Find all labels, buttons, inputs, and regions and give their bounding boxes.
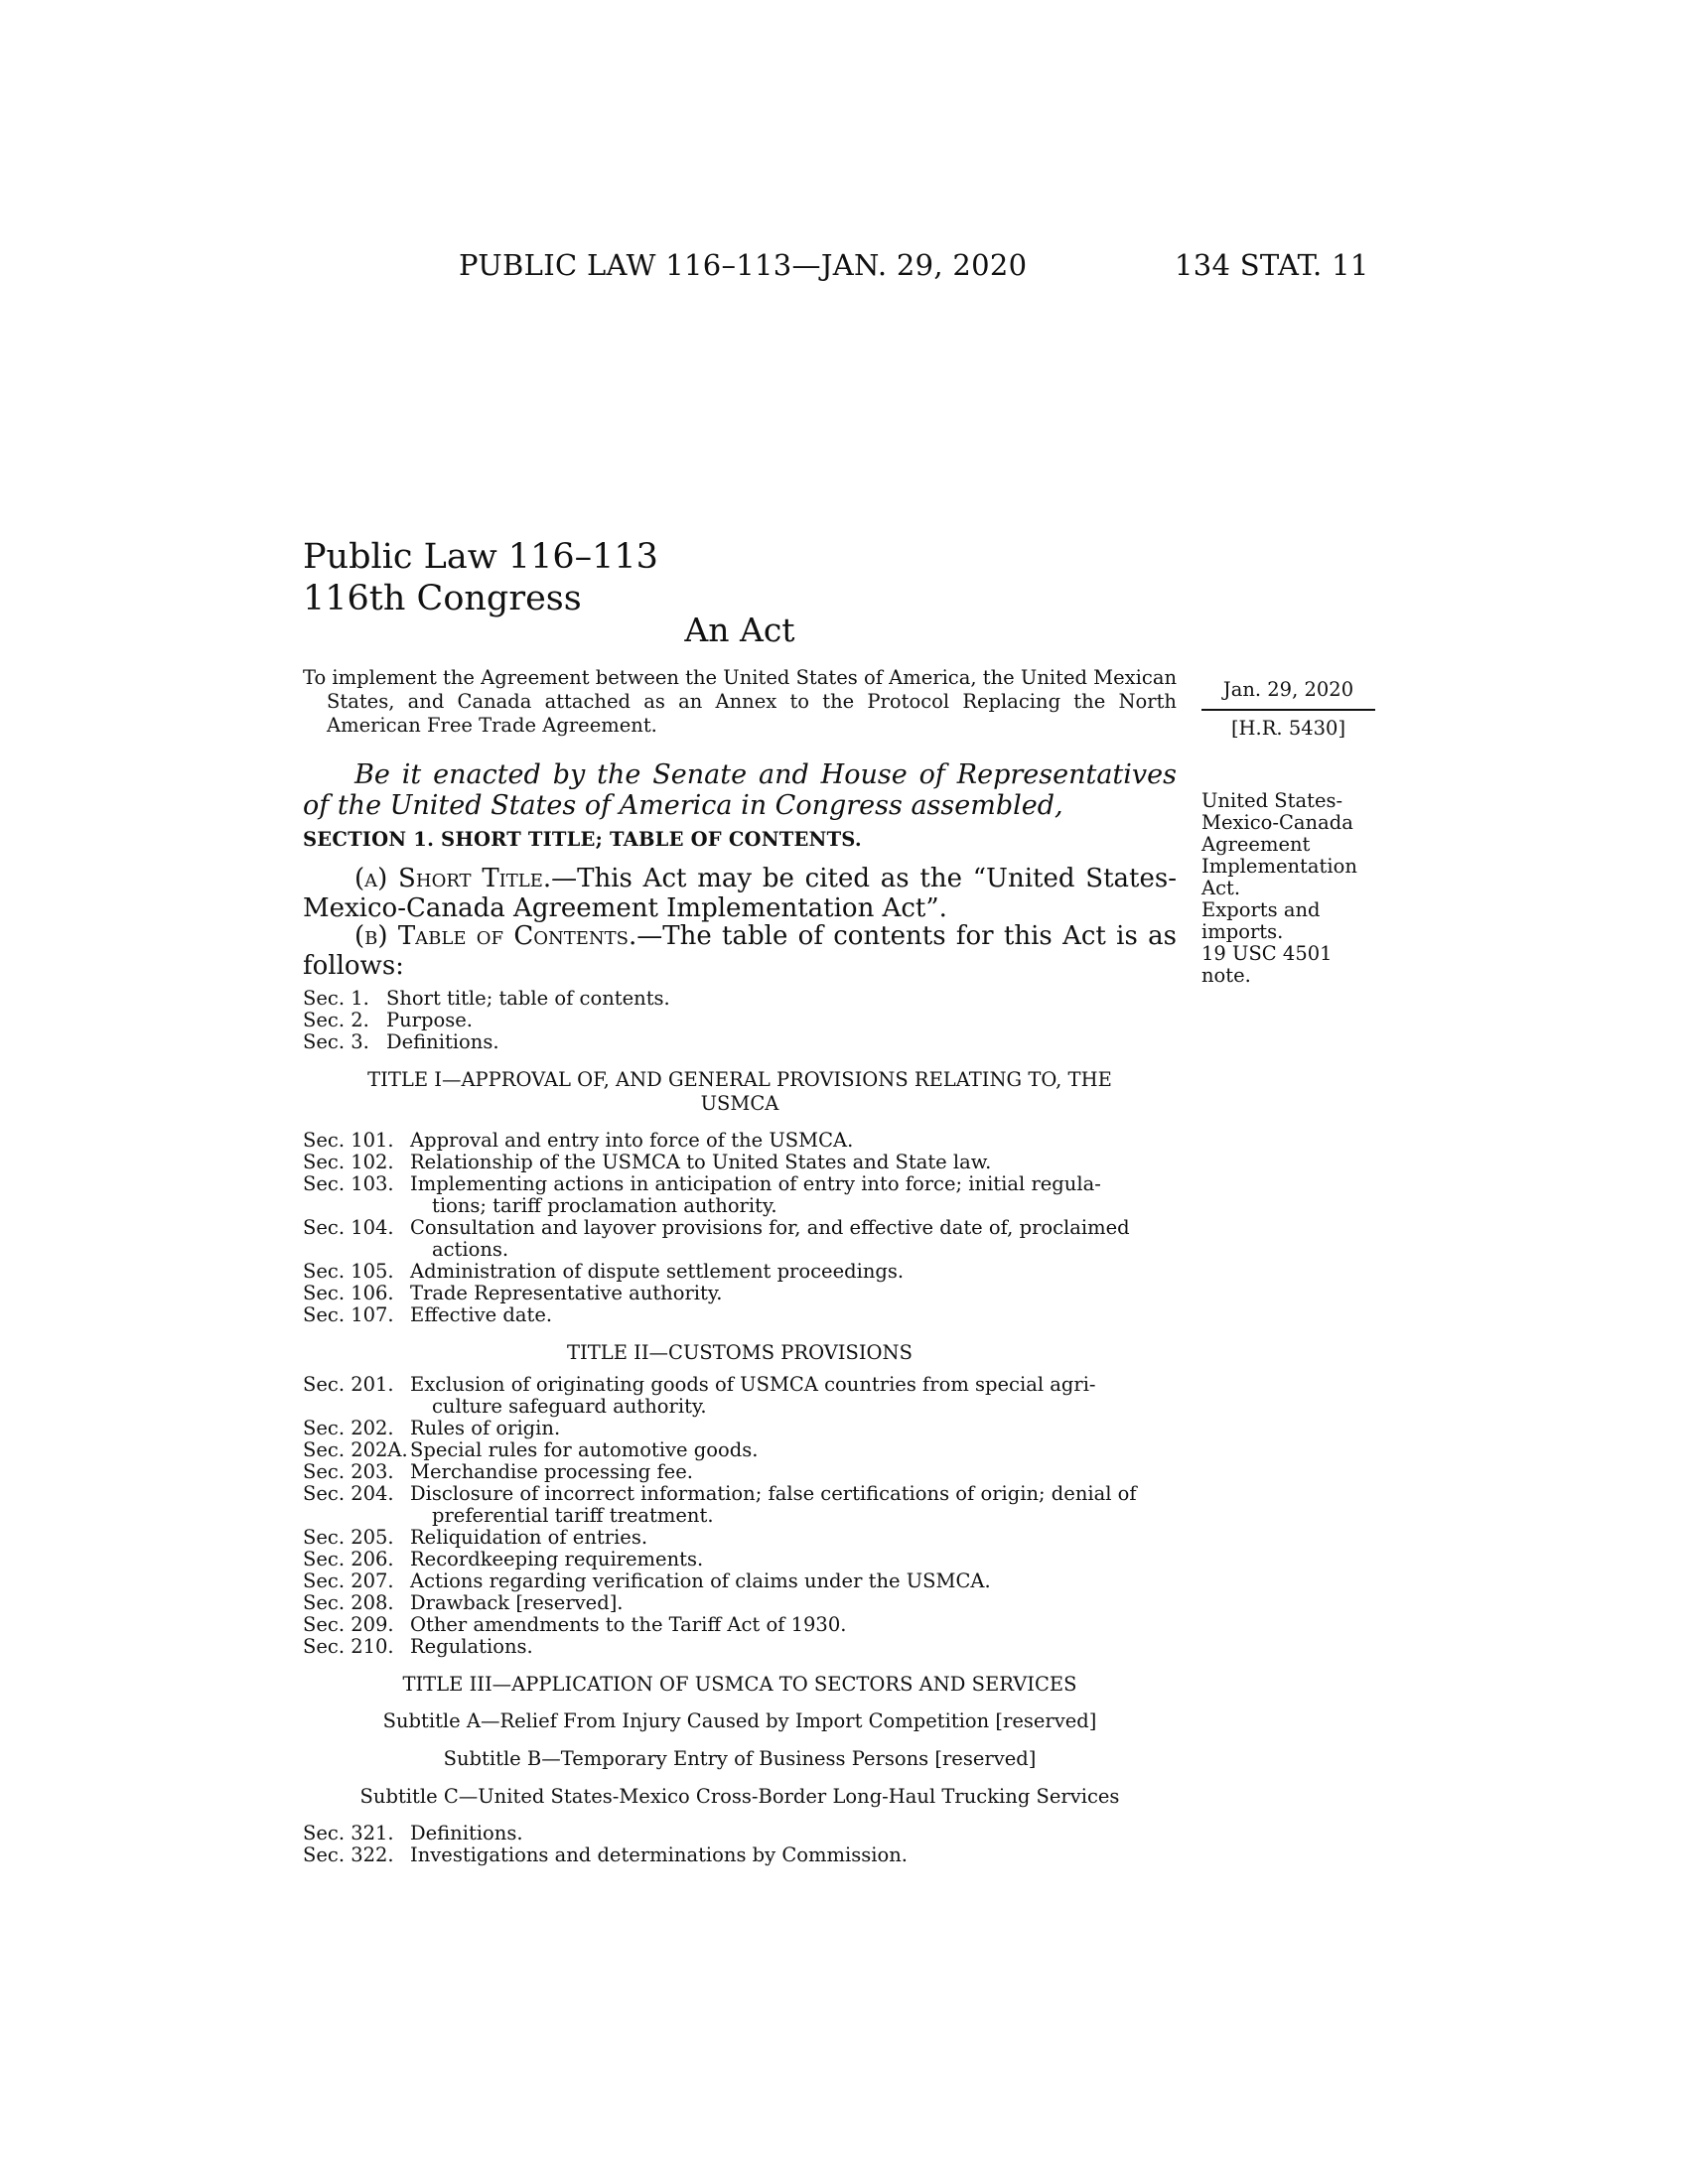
toc-intro [303,988,1177,1053]
toc-entry [303,1549,1177,1570]
toc-number: Sec. 210. [303,1635,394,1658]
toc-text: Approval and entry into force of the USMCA. [410,1129,854,1152]
toc-text: Trade Representative authority. [410,1282,723,1304]
toc-number: Sec. 101. [303,1129,394,1152]
subtitle-b-heading: Subtitle B—Temporary Entry of Business Persons [reserved] [443,1747,1037,1770]
toc-text: Recordkeeping requirements. [410,1548,704,1570]
subtitle-a-heading: Subtitle A—Relief From Injury Caused by Import Competition [reserved] [382,1709,1097,1732]
margin-note-line: Exports and [1201,898,1321,921]
toc-text: Implementing actions in anticipation of entry into force; initial regula- [410,1172,1101,1195]
toc-text: Reliquidation of entries. [410,1526,648,1549]
toc-text: Consultation and layover provisions for, and effective date of, proclaimed [410,1216,1130,1239]
toc-number: Sec. 105. [303,1260,394,1283]
toc-spacer [303,1505,410,1527]
margin-note-line: 19 USC 4501 [1201,942,1333,965]
title-1-heading-line: USMCA [700,1092,779,1115]
toc-entry [303,1461,1177,1483]
toc-number: Sec. 102. [303,1151,394,1173]
toc-spacer [303,1195,410,1217]
toc-text: culture safeguard authority. [432,1395,707,1418]
toc-text: Special rules for automotive goods. [410,1438,759,1461]
toc-entry [303,1152,1177,1173]
toc-text: Drawback [reserved]. [410,1591,624,1614]
running-head-left: PUBLIC LAW 116–113—JAN. 29, 2020 [459,248,1028,282]
toc-number: Sec. 103. [303,1172,394,1195]
margin-note-line: Implementation [1201,855,1357,878]
enactment-date: Jan. 29, 2020 [1222,678,1354,701]
section-heading: SECTION 1. SHORT TITLE; TABLE OF CONTENTS. [303,828,862,851]
margin-note-line: Mexico-Canada [1201,811,1353,834]
toc-text: Effective date. [410,1303,553,1326]
toc-number: Sec. 1. [303,987,369,1010]
subsection-a [303,864,1177,923]
toc-number: Sec. 3. [303,1030,369,1053]
subsection-b-text: The table of contents for this Act is as follows: [303,921,1177,981]
title-2-heading: TITLE II—CUSTOMS PROVISIONS [567,1341,913,1364]
toc-entry [303,1173,1177,1195]
toc-number: Sec. 207. [303,1570,394,1592]
title-1-heading [303,1068,1177,1116]
toc-number: Sec. 204. [303,1482,394,1505]
toc-entry [303,1527,1177,1549]
title-2-toc [303,1374,1177,1658]
toc-entry [303,1010,1177,1031]
toc-entry [303,1483,1177,1505]
toc-text: Disclosure of incorrect information; false certifications of origin; denial of [410,1482,1137,1505]
toc-entry [303,1217,1177,1239]
toc-text: Merchandise processing fee. [410,1460,693,1483]
toc-text: Definitions. [386,1030,499,1053]
toc-spacer [303,1239,410,1261]
public-law-title: Public Law 116–113 [303,537,658,577]
toc-entry [303,1844,1177,1866]
toc-text: Exclusion of originating goods of USMCA countries from special agri- [410,1373,1096,1396]
enactment-date-box [1201,678,1375,741]
toc-number: Sec. 202. [303,1417,394,1439]
toc-number: Sec. 208. [303,1591,394,1614]
margin-note-line: note. [1201,964,1251,987]
title-1-heading-line: TITLE I—APPROVAL OF, AND GENERAL PROVISIONS RELATING TO, THE [367,1068,1112,1091]
toc-number: Sec. 203. [303,1460,394,1483]
bill-number: [H.R. 5430] [1230,717,1346,740]
toc-text: Short title; table of contents. [386,987,670,1010]
toc-number: Sec. 2. [303,1009,369,1031]
toc-number: Sec. 209. [303,1613,394,1636]
toc-text: Rules of origin. [410,1417,561,1439]
subtitle-c-heading: Subtitle C—United States-Mexico Cross-Border Long-Haul Trucking Services [359,1785,1120,1808]
toc-text: preferential tariff treatment. [432,1504,714,1527]
toc-entry [303,1031,1177,1053]
date-divider [1201,709,1375,711]
subsection-a-text: This Act may be cited as the “United States-Mexico-Canada Agreement Implementation Act”. [303,864,1177,923]
toc-text: Investigations and determinations by Commission. [410,1843,908,1866]
margin-note [1201,790,1380,987]
margin-note-line: Agreement [1201,833,1311,856]
toc-entry [303,1283,1177,1304]
toc-text: Actions regarding verification of claims under the USMCA. [410,1570,991,1592]
toc-entry-continued [303,1505,1177,1527]
subsection-b-label: (b) Table of Contents.— [354,921,663,951]
toc-entry [303,1592,1177,1614]
congress-label: 116th Congress [303,579,582,618]
toc-entry [303,1439,1177,1461]
toc-entry [303,1304,1177,1326]
margin-note-line: Act. [1201,877,1241,899]
toc-number: Sec. 106. [303,1282,394,1304]
title-1-toc [303,1130,1177,1326]
toc-number: Sec. 104. [303,1216,394,1239]
toc-entry [303,1374,1177,1396]
toc-entry-continued [303,1195,1177,1217]
toc-text: Other amendments to the Tariff Act of 1930. [410,1613,847,1636]
toc-entry [303,988,1177,1010]
toc-entry [303,1261,1177,1283]
toc-text: Purpose. [386,1009,473,1031]
title-3-heading: TITLE III—APPLICATION OF USMCA TO SECTORS AND SERVICES [402,1673,1077,1696]
page-number: 134 STAT. 11 [1175,248,1369,282]
toc-number: Sec. 205. [303,1526,394,1549]
toc-text: Definitions. [410,1822,523,1844]
toc-entry [303,1570,1177,1592]
toc-entry [303,1418,1177,1439]
toc-entry [303,1636,1177,1658]
toc-text: actions. [432,1238,509,1261]
toc-spacer [303,1396,410,1418]
title-3-toc [303,1823,1177,1866]
toc-number: Sec. 107. [303,1303,394,1326]
toc-entry [303,1130,1177,1152]
margin-note-line: imports. [1201,920,1284,943]
long-title: To implement the Agreement between the United States of America, the United Mexican States, and Canada attached as an Annex to the Protocol Replacing the North American Free Trade Agreement. [303,666,1178,737]
toc-entry [303,1823,1177,1844]
toc-text: Regulations. [410,1635,533,1658]
toc-entry [303,1614,1177,1636]
margin-note-line: United States- [1201,789,1343,812]
toc-text: tions; tariff proclamation authority. [432,1194,777,1217]
toc-number: Sec. 322. [303,1843,394,1866]
subsection-b [303,921,1177,981]
toc-text: Relationship of the USMCA to United States and State law. [410,1151,992,1173]
toc-entry-continued [303,1396,1177,1418]
toc-number: Sec. 321. [303,1822,394,1844]
toc-number: Sec. 201. [303,1373,394,1396]
act-label: An Act [684,611,795,649]
toc-entry-continued [303,1239,1177,1261]
toc-text: Administration of dispute settlement proceedings. [410,1260,905,1283]
toc-number: Sec. 206. [303,1548,394,1570]
enacting-clause: Be it enacted by the Senate and House of Representatives of the United States of America in Congress assembled, [303,759,1177,821]
subsection-a-label: (a) Short Title.— [354,864,578,893]
toc-number: Sec. 202A. [303,1438,408,1461]
